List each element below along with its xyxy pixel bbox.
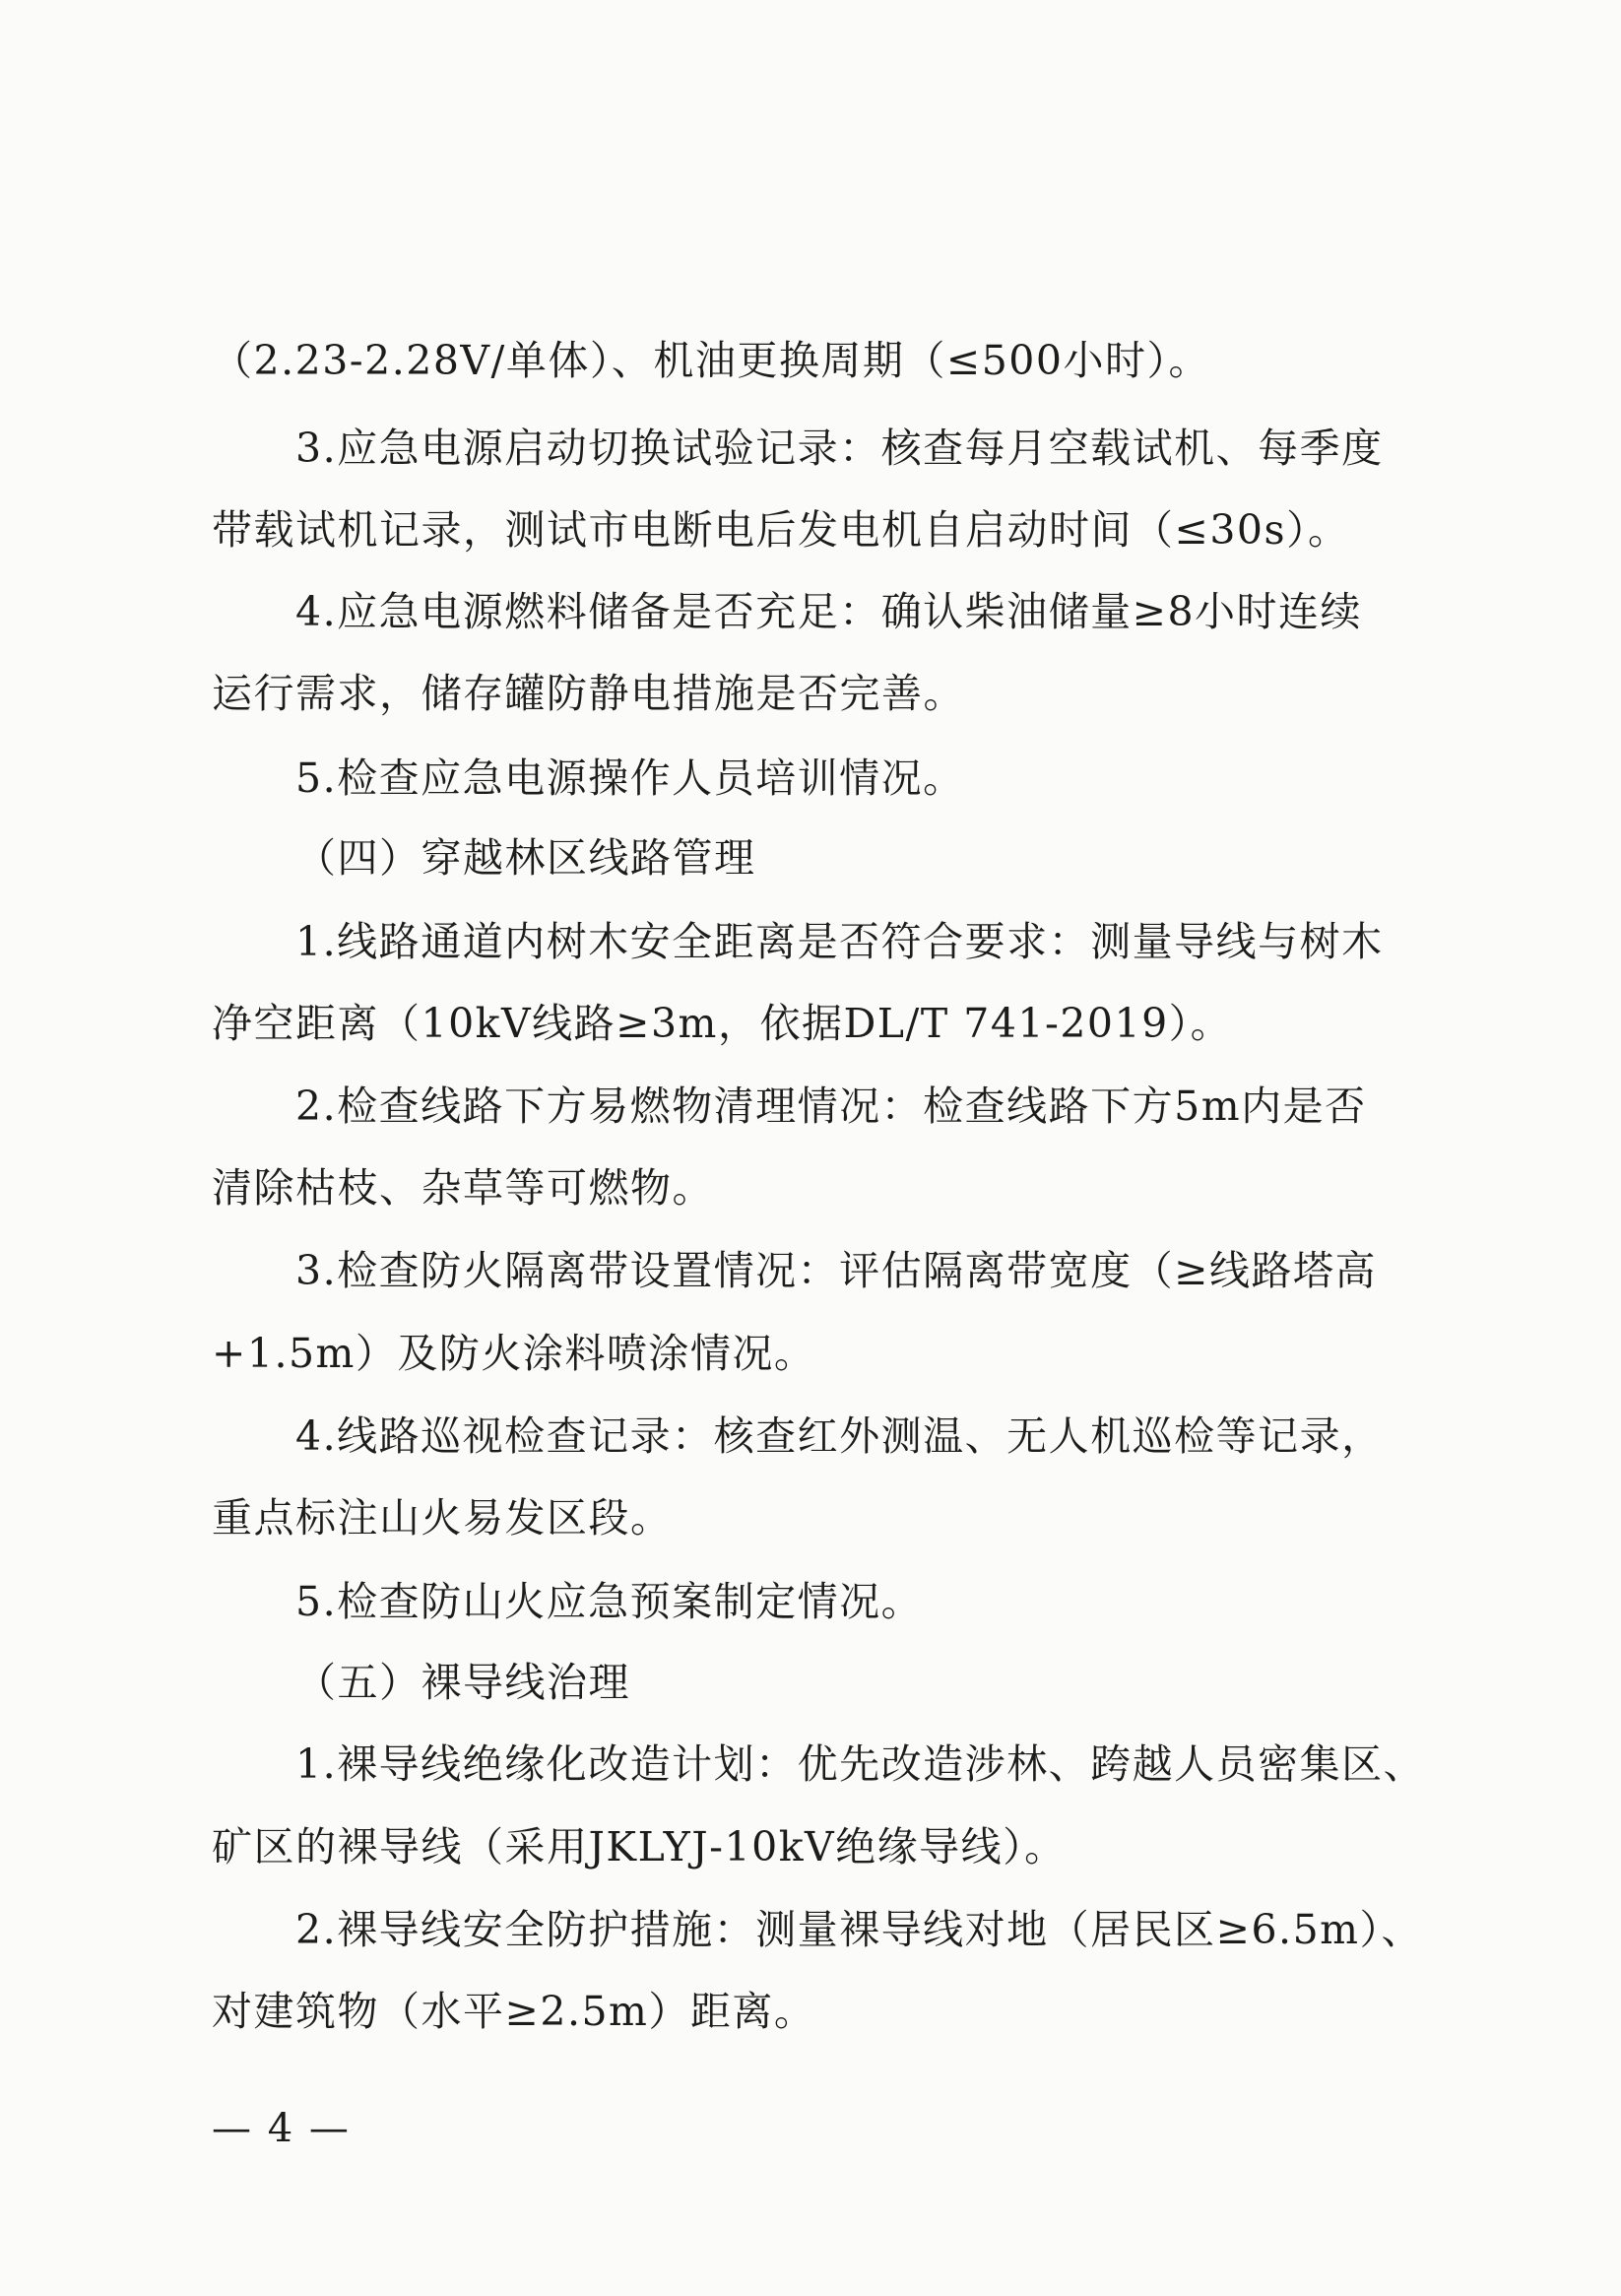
section-heading: （五）裸导线治理: [295, 1659, 630, 1706]
paragraph-line: 对建筑物（水平≥2.5m）距离。: [212, 1988, 816, 2035]
paragraph-line: 4.线路巡视检查记录：核查红外测温、无人机巡检等记录，: [295, 1412, 1384, 1460]
paragraph-line: 5.检查应急电源操作人员培训情况。: [295, 754, 965, 802]
paragraph-line: 1.线路通道内树木安全距离是否符合要求：测量导线与树木: [295, 918, 1384, 965]
paragraph-line: 3.应急电源启动切换试验记录：核查每月空载试机、每季度: [295, 425, 1384, 472]
paragraph-line: 4.应急电源燃料储备是否充足：确认柴油储量≥8小时连续: [295, 588, 1363, 635]
paragraph-line: 净空距离（10kV线路≥3m，依据DL/T 741-2019）。: [212, 1000, 1233, 1047]
paragraph-line: 5.检查防山火应急预案制定情况。: [295, 1578, 924, 1625]
paragraph-line: 运行需求，储存罐防静电措施是否完善。: [212, 670, 965, 717]
paragraph-line: 清除枯枝、杂草等可燃物。: [212, 1164, 714, 1212]
paragraph-line: （2.23-2.28V/单体）、机油更换周期（≤500小时）。: [212, 337, 1210, 384]
section-heading: （四）穿越林区线路管理: [295, 834, 756, 882]
paragraph-line: 1.裸导线绝缘化改造计划：优先改造涉林、跨越人员密集区、: [295, 1740, 1426, 1788]
paragraph-line: 重点标注山火易发区段。: [212, 1494, 673, 1542]
paragraph-line: 带载试机记录，测试市电断电后发电机自启动时间（≤30s）。: [212, 506, 1350, 554]
page-number: — 4 —: [212, 2106, 351, 2151]
paragraph-line: +1.5m）及防火涂料喷涂情况。: [212, 1330, 816, 1377]
paragraph-line: 2.检查线路下方易燃物清理情况：检查线路下方5m内是否: [295, 1082, 1367, 1130]
paragraph-line: 3.检查防火隔离带设置情况：评估隔离带宽度（≥线路塔高: [295, 1247, 1377, 1294]
paragraph-line: 矿区的裸导线（采用JKLYJ-10kV绝缘导线）。: [212, 1823, 1067, 1870]
paragraph-line: 2.裸导线安全防护措施：测量裸导线对地（居民区≥6.5m）、: [295, 1906, 1424, 1953]
